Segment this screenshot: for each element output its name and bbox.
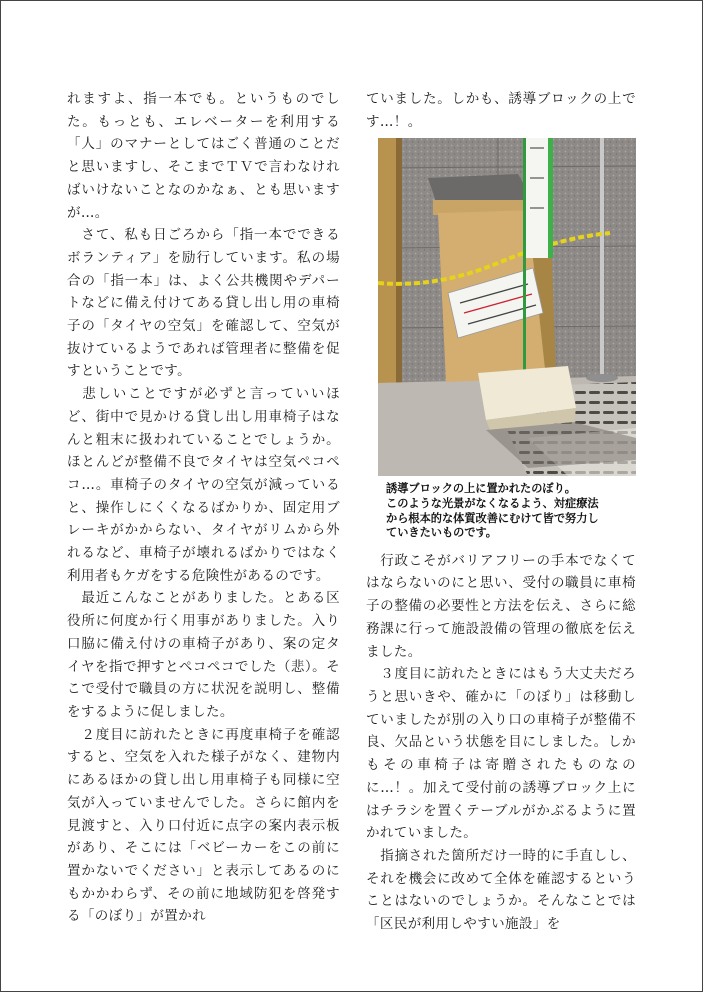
paragraph: 悲しいことですが必ずと言っていいほど、街中で見かける貸し出し用車椅子はなんと粗末に扱われていることでしょうか。ほとんどが整備不良でタイヤは空気ペコペコ…。車椅子のタイヤの空気が減っていると、操作しにくくなるばかりか、固定用ブレーキがかからない、タイヤがリムから外れるなど、車椅子が壊れるばかりではなく利用者もケガをする危険性があるのです。 [67,386,340,584]
paragraph: ３度目に訪れたときにはもう大丈夫だろうと思いきや、確かに「のぼり」は移動していましたが別の入り口の車椅子が整備不良、欠品という状態を目にしました。しかもその車椅子は寄贈されたものなのに…！。加えて受付前の誘導ブロック上にはチラシを置くテーブルがかぶるように置かれていました。 [366,666,636,842]
left-column [67,88,340,928]
paragraph: れますよ、指一本でも。というものでした。もっとも、エレベーターを利用する「人」のマナーとしてはごく普通のことだと思いますし、そこまでＴＶで言わなければいけないことなのかなぁ、とも思いますが…。 [67,91,340,221]
paragraph: さて、私も日ごろから「指一本でできるボランティア」を励行しています。私の場合の「指一本」は、よく公共機関やデパートなどに備え付けてある貸し出し用の車椅子の「タイヤの空気」を確認して、空気が抜けているようであれば管理者に整備を促すということです。 [67,227,340,380]
caption-line: このような光景がなくなるよう、対症療法 [386,497,599,510]
paragraph: ２度目に訪れたときに再度車椅子を確認すると、空気を入れた様子がなく、建物内にあるほかの貸し出し用車椅子も同様に空気が入っていませんでした。さらに館内を見渡すと、入り口付近に点字の案内表示板があり、そこには「ベビーカーをこの前に置かないでください」と表示してあるのにもかかわらず、その前に地域防犯を啓発する「のぼり」が置かれ [67,726,340,925]
caption-line: ていきたいものです。 [386,526,497,540]
caption-line: から根本的な体質改善にむけて皆で努力し [386,511,599,525]
paragraph: ていました。しかも、誘導ブロックの上です…！。 [366,91,636,130]
paragraph: 指摘された箇所だけ一時的に手直しし、それを機会に改めて全体を確認するということはないのでしょうか。そんなことでは「区民が利用しやすい施設」を [366,847,636,933]
paragraph: 最近こんなことがありました。とある区役所に何度か行く用事がありました。入り口脇に備え付けの車椅子があり、案の定タイヤを指で押すとペコペコでした（悲）。そこで受付で職員の方に状況を説明し、整備をするように促しました。 [67,590,340,720]
paragraph: 行政こそがバリアフリーの手本でなくてはならないのにと思い、受付の職員に車椅子の整備の必要性と方法を伝え、さらに総務課に行って施設設備の管理の徹底を伝えました。 [366,552,636,660]
right-column [366,88,636,936]
photo-caption [386,482,636,540]
guide-block-banner-photo [378,138,636,476]
caption-line: 誘導ブロックの上に置かれたのぼり。 [386,482,576,496]
right-body [366,550,636,936]
